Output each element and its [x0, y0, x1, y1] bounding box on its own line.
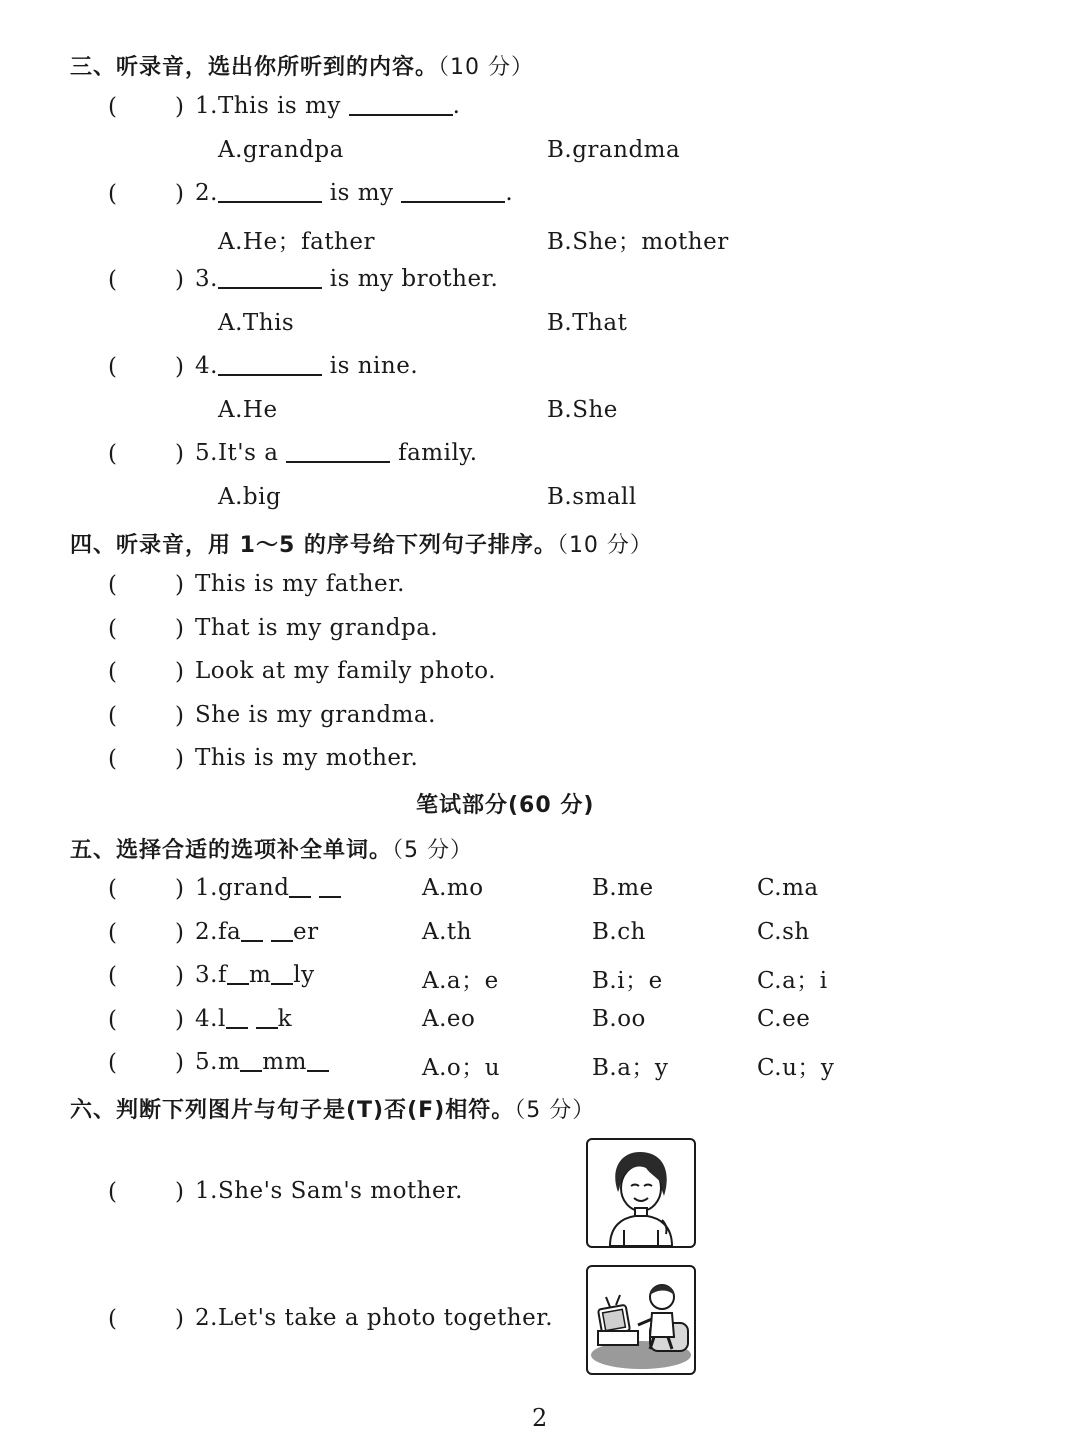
s6-item-2 — [195, 1305, 553, 1331]
s3-q2-sentence — [195, 180, 513, 206]
s3-q2-post: . — [505, 180, 514, 206]
boy-watching-tv-illustration-icon — [588, 1267, 694, 1373]
answer-paren-open: ( — [108, 1306, 117, 1332]
section6-score: （5 分） — [514, 1098, 596, 1123]
s5-q2-word — [195, 919, 319, 945]
s5-q1-option-c: C.ma — [757, 875, 819, 901]
s4-sentence-4: She is my grandma. — [195, 702, 436, 728]
answer-paren-close: ) — [175, 441, 184, 467]
letter-blank — [319, 876, 341, 898]
section3-heading — [70, 50, 534, 81]
answer-paren-open: ( — [108, 181, 117, 207]
answer-blank — [218, 181, 322, 203]
s5-q5-part1: m — [217, 1049, 241, 1075]
s3-q1-option-b: B.grandma — [547, 137, 681, 163]
answer-paren-open: ( — [108, 572, 117, 598]
answer-paren-close: ) — [175, 1007, 184, 1033]
answer-blank — [349, 94, 453, 116]
s3-q4-sentence — [195, 353, 418, 379]
s5-q5-part2: mm — [262, 1049, 307, 1075]
section4-title: 四、听录音，用 1～5 的序号给下列句子排序。 — [70, 533, 557, 558]
s3-q3-sentence — [195, 266, 498, 292]
answer-paren-close: ) — [175, 1050, 184, 1076]
s5-q5-word — [195, 1049, 329, 1075]
answer-paren-open: ( — [108, 703, 117, 729]
s5-q2-option-a: A.th — [422, 919, 472, 945]
s5-q1-part1: grand — [217, 875, 290, 901]
s4-sentence-2: That is my grandpa. — [195, 615, 439, 641]
s6-item-2-text: Let's take a photo together. — [217, 1305, 554, 1331]
s5-q2-option-b: B.ch — [592, 919, 646, 945]
answer-paren-close: ) — [175, 876, 184, 902]
s3-q4-option-a: A.He — [218, 397, 278, 423]
answer-paren-open: ( — [108, 920, 117, 946]
mother-picture — [586, 1138, 696, 1248]
answer-paren-close: ) — [175, 572, 184, 598]
answer-paren-close: ) — [175, 616, 184, 642]
s5-q5-number: 5. — [195, 1049, 218, 1075]
letter-blank — [289, 876, 311, 898]
answer-paren-open: ( — [108, 616, 117, 642]
s5-q3-option-c: C.a；i — [757, 968, 828, 994]
s3-q3-post: is my brother. — [329, 266, 499, 292]
answer-blank — [286, 441, 390, 463]
s3-q5-pre: It's a — [217, 440, 279, 466]
s5-q3-word — [195, 962, 315, 988]
s6-item-1-number: 1. — [195, 1178, 218, 1204]
s5-q4-option-c: C.ee — [757, 1006, 811, 1032]
s6-item-1 — [195, 1178, 463, 1204]
s3-q4-post: is nine. — [329, 353, 419, 379]
s5-q2-option-c: C.sh — [757, 919, 810, 945]
s6-item-2-number: 2. — [195, 1305, 218, 1331]
section6-title: 六、判断下列图片与句子是(T)否(F)相符。 — [70, 1098, 515, 1123]
s3-q5-sentence — [195, 440, 478, 466]
s5-q1-number: 1. — [195, 875, 218, 901]
s3-q5-option-a: A.big — [218, 484, 282, 510]
answer-blank — [218, 354, 322, 376]
letter-blank — [256, 1007, 278, 1029]
s3-q4-option-b: B.She — [547, 397, 618, 423]
s5-q3-option-a: A.a；e — [422, 968, 499, 994]
s3-q3-number: 3. — [195, 266, 218, 292]
answer-paren-open: ( — [108, 1050, 117, 1076]
answer-paren-open: ( — [108, 876, 117, 902]
s3-q5-number: 5. — [195, 440, 218, 466]
s5-q3-part1: f — [217, 962, 227, 988]
s5-q4-part3: k — [277, 1006, 293, 1032]
s5-q2-number: 2. — [195, 919, 218, 945]
s5-q1-word — [195, 875, 341, 901]
s3-q2-option-b: B.She；mother — [547, 229, 729, 255]
answer-paren-close: ) — [175, 659, 184, 685]
s5-q1-option-a: A.mo — [422, 875, 484, 901]
answer-paren-open: ( — [108, 1179, 117, 1205]
s5-q4-option-a: A.eo — [422, 1006, 476, 1032]
section3-title: 三、听录音，选出你所听到的内容。 — [70, 55, 439, 80]
s4-sentence-1: This is my father. — [195, 571, 405, 597]
s5-q2-part1: fa — [217, 919, 242, 945]
answer-paren-close: ) — [175, 181, 184, 207]
woman-illustration-icon — [588, 1140, 694, 1246]
answer-paren-open: ( — [108, 963, 117, 989]
s5-q5-option-a: A.o；u — [422, 1055, 501, 1081]
answer-paren-open: ( — [108, 94, 117, 120]
written-part-title: 笔试部分(60 分) — [416, 793, 595, 818]
answer-paren-close: ) — [175, 1306, 184, 1332]
s3-q1-pre: This is my — [217, 93, 341, 119]
s4-sentence-3: Look at my family photo. — [195, 658, 497, 684]
letter-blank — [271, 963, 293, 985]
letter-blank — [226, 1007, 248, 1029]
section6-heading — [70, 1093, 595, 1124]
answer-paren-open: ( — [108, 441, 117, 467]
answer-paren-close: ) — [175, 746, 184, 772]
answer-paren-close: ) — [175, 703, 184, 729]
s3-q2-mid: is my — [329, 180, 394, 206]
section5-score: （5 分） — [392, 838, 474, 863]
letter-blank — [307, 1050, 329, 1072]
s3-q3-option-a: A.This — [218, 310, 295, 336]
letter-blank — [227, 963, 249, 985]
section5-title: 五、选择合适的选项补全单词。 — [70, 838, 393, 863]
answer-paren-open: ( — [108, 1007, 117, 1033]
answer-paren-open: ( — [108, 354, 117, 380]
answer-paren-open: ( — [108, 659, 117, 685]
s3-q5-post: family. — [398, 440, 478, 466]
s5-q1-option-b: B.me — [592, 875, 654, 901]
section5-heading — [70, 833, 473, 864]
answer-paren-close: ) — [175, 963, 184, 989]
s3-q4-number: 4. — [195, 353, 218, 379]
s3-q2-number: 2. — [195, 180, 218, 206]
answer-paren-close: ) — [175, 267, 184, 293]
s3-q1-post: . — [452, 93, 461, 119]
s3-q5-option-b: B.small — [547, 484, 637, 510]
answer-blank — [401, 181, 505, 203]
section3-score: （10 分） — [438, 55, 535, 80]
s5-q3-number: 3. — [195, 962, 218, 988]
s5-q4-number: 4. — [195, 1006, 218, 1032]
section4-score: （10 分） — [556, 533, 653, 558]
s3-q1-number: 1. — [195, 93, 218, 119]
s5-q4-part1: l — [217, 1006, 226, 1032]
s5-q3-part3: ly — [293, 962, 315, 988]
letter-blank — [271, 920, 293, 942]
letter-blank — [241, 920, 263, 942]
answer-paren-open: ( — [108, 746, 117, 772]
letter-blank — [240, 1050, 262, 1072]
boy-tv-picture — [586, 1265, 696, 1375]
s3-q2-option-a: A.He；father — [218, 229, 375, 255]
s5-q3-option-b: B.i；e — [592, 968, 663, 994]
s5-q4-option-b: B.oo — [592, 1006, 646, 1032]
s5-q5-option-c: C.u；y — [757, 1055, 835, 1081]
answer-paren-close: ) — [175, 1179, 184, 1205]
page-number: 2 — [532, 1404, 548, 1432]
s3-q1-sentence — [195, 93, 460, 119]
s5-q4-word — [195, 1006, 292, 1032]
s3-q3-option-b: B.That — [547, 310, 628, 336]
s5-q5-option-b: B.a；y — [592, 1055, 669, 1081]
s6-item-1-text: She's Sam's mother. — [217, 1178, 463, 1204]
section4-heading — [70, 528, 653, 559]
answer-paren-close: ) — [175, 94, 184, 120]
s3-q1-option-a: A.grandpa — [218, 137, 344, 163]
answer-paren-close: ) — [175, 920, 184, 946]
s5-q3-part2: m — [248, 962, 272, 988]
answer-paren-open: ( — [108, 267, 117, 293]
answer-blank — [218, 267, 322, 289]
s4-sentence-5: This is my mother. — [195, 745, 419, 771]
s5-q2-part3: er — [293, 919, 319, 945]
answer-paren-close: ) — [175, 354, 184, 380]
